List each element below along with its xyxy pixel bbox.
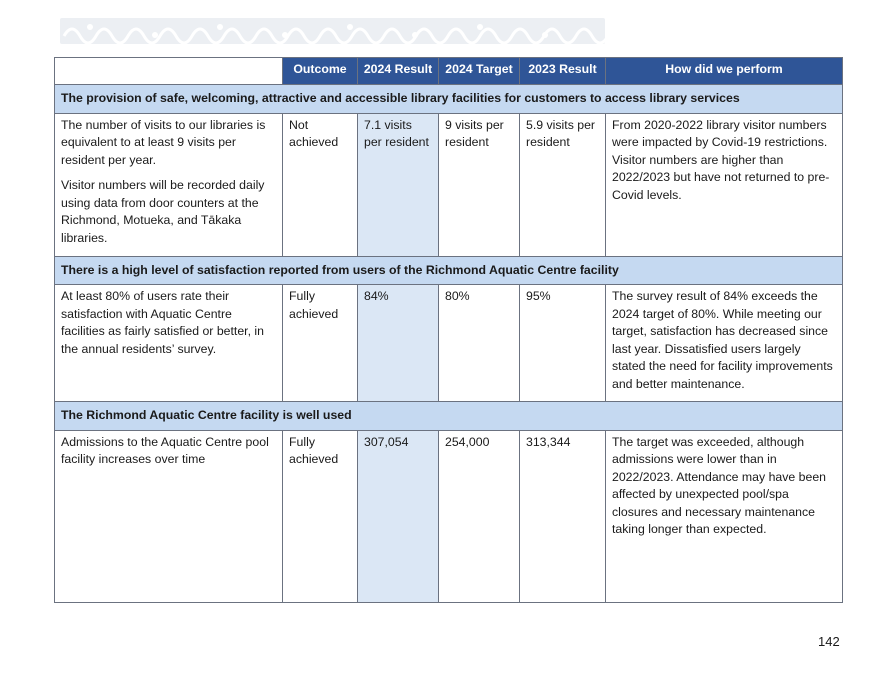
measure-cell xyxy=(55,113,283,256)
performance-cell: The survey result of 84% exceeds the 2024 target of 80%. While meeting our target, satisfaction has decreased since last year. Dissatisfied users largely stated the need for facility improvements and better maintenance. xyxy=(606,285,843,402)
measure-text: The number of visits to our libraries is equivalent to at least 9 visits per resident per year. xyxy=(61,117,266,167)
table-row xyxy=(55,430,843,602)
result-2024-cell: 7.1 visits per resident xyxy=(358,113,439,256)
measure-text: Admissions to the Aquatic Centre pool facility increases over time xyxy=(61,434,269,466)
target-2024-cell: 80% xyxy=(439,285,520,402)
section-title: The Richmond Aquatic Centre facility is well used xyxy=(55,402,843,431)
table-row xyxy=(55,113,843,256)
outcome-cell: Fully achieved xyxy=(283,430,358,602)
section-title: There is a high level of satisfaction reported from users of the Richmond Aquatic Centre facility xyxy=(55,256,843,285)
measure-text: Visitor numbers will be recorded daily using data from door counters at the Richmond, Motueka, and Tākaka libraries. xyxy=(61,178,265,245)
target-2024-cell: 9 visits per resident xyxy=(439,113,520,256)
table-row xyxy=(55,285,843,402)
section-title: The provision of safe, welcoming, attractive and accessible library facilities for customers to access library services xyxy=(55,85,843,114)
header-measure xyxy=(55,58,283,85)
outcome-cell: Fully achieved xyxy=(283,285,358,402)
header-2024-result: 2024 Result xyxy=(358,58,439,85)
header-2024-target: 2024 Target xyxy=(439,58,520,85)
header-outcome: Outcome xyxy=(283,58,358,85)
performance-cell: The target was exceeded, although admissions were lower than in 2022/2023. Attendance may have been affected by unexpected pool/spa closures and necessary maintenance taking longer than expected. xyxy=(606,430,843,602)
result-2023-cell: 95% xyxy=(520,285,606,402)
measure-cell xyxy=(55,285,283,402)
result-2024-cell: 307,054 xyxy=(358,430,439,602)
page-number: 142 xyxy=(818,634,840,649)
target-2024-cell: 254,000 xyxy=(439,430,520,602)
result-2024-cell: 84% xyxy=(358,285,439,402)
performance-table xyxy=(54,57,843,603)
result-2023-cell: 313,344 xyxy=(520,430,606,602)
measure-cell xyxy=(55,430,283,602)
koru-pattern-icon xyxy=(60,18,605,44)
header-2023-result: 2023 Result xyxy=(520,58,606,85)
header-performance: How did we perform xyxy=(606,58,843,85)
performance-cell: From 2020-2022 library visitor numbers were impacted by Covid-19 restrictions. Visitor numbers are higher than 2022/2023 but have not returned to pre-Covid levels. xyxy=(606,113,843,256)
section-row xyxy=(55,85,843,114)
measure-text: At least 80% of users rate their satisfaction with Aquatic Centre facilities as fairly satisfied or better, in the annual residents’ survey. xyxy=(61,289,264,356)
section-row xyxy=(55,256,843,285)
decorative-banner xyxy=(60,18,605,44)
result-2023-cell: 5.9 visits per resident xyxy=(520,113,606,256)
section-row xyxy=(55,402,843,431)
outcome-cell: Not achieved xyxy=(283,113,358,256)
table-header-row xyxy=(55,58,843,85)
